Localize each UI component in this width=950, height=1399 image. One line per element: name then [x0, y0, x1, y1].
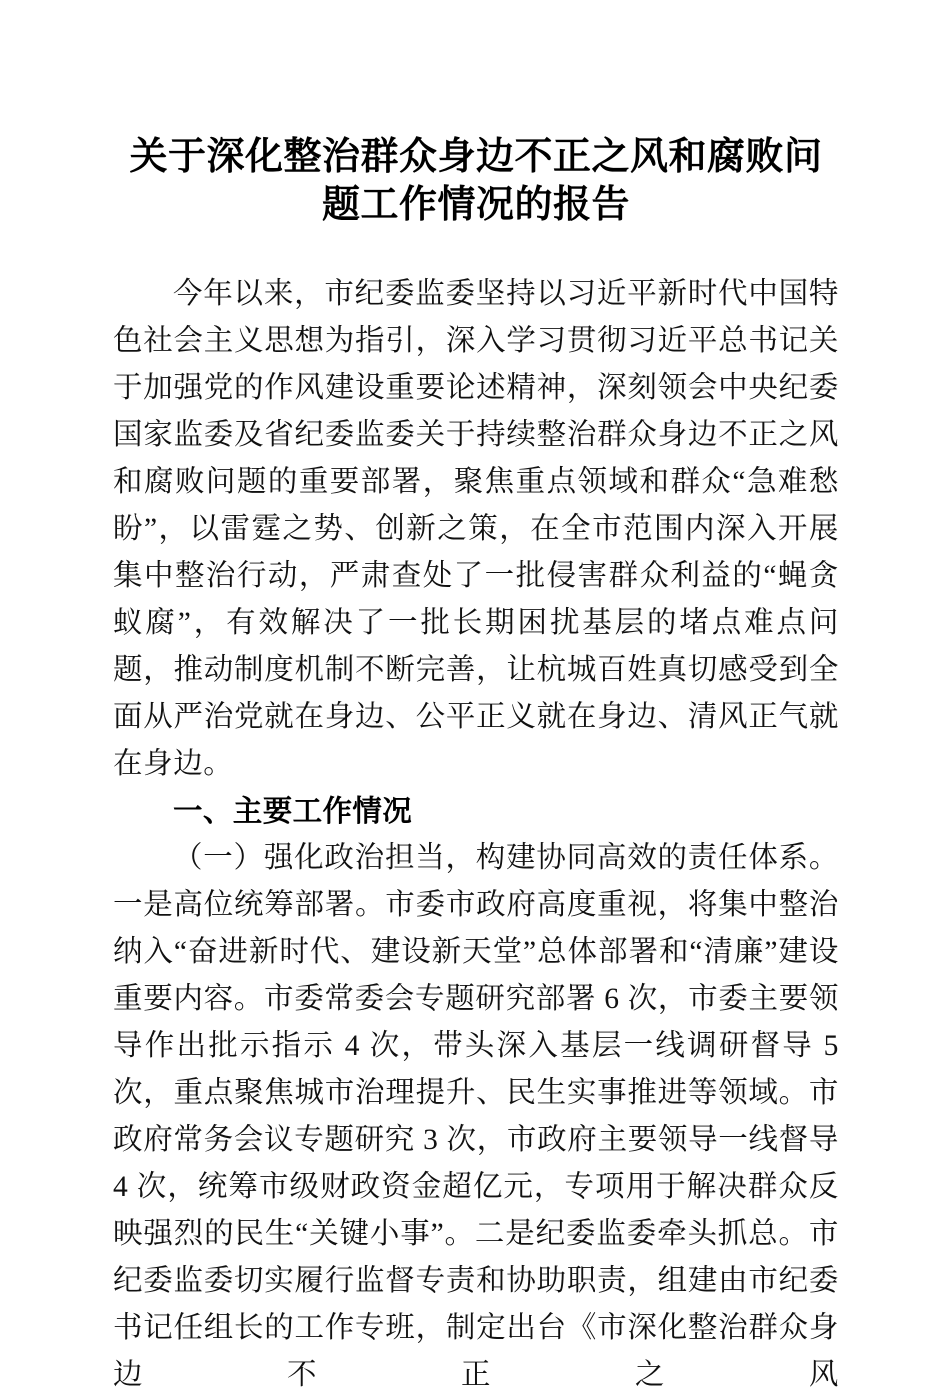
document-body — [113, 229, 839, 1399]
page-content — [113, 0, 839, 1399]
page-title: 关于深化整治群众身边不正之风和腐败问题工作情况的报告 — [129, 136, 823, 226]
section-one-paragraph: （一）强化政治担当，构建协同高效的责任体系。一是高位统筹部署。市委市政府高度重视，将集中整治纳入“奋进新时代、建设新天堂”总体部署和“清廉”建设重要内容。市委常委会专题研究部署 6 次，市委主要领导作出批示指示 4 次，带头深入基层一线调研督导 5 次，重点聚焦城市治理提升、民生实事推进等领域。市政府常务会议专题研究 3 次，市政府主要领导一线督导 4 次，统筹市级财政资金超亿元，专项用于解决群众反映强烈的民生“关键小事”。二是纪委监委牵头抓总。市纪委监委切实履行监督专责和协助职责，组建由市纪委书记任组长的工作专班，制定出台《市深化整治群众身边不正之风 — [113, 842, 839, 1391]
intro-paragraph: 今年以来，市纪委监委坚持以习近平新时代中国特色社会主义思想为指引，深入学习贯彻习近平总书记关于加强党的作风建设重要论述精神，深刻领会中央纪委国家监委及省纪委监委关于持续整治群众身边不正之风和腐败问题的重要部署，聚焦重点领域和群众“急难愁盼”，以雷霆之势、创新之策，在全市范围内深入开展集中整治行动，严肃查处了一批侵害群众利益的“蝇贪蚁腐”，有效解决了一批长期困扰基层的堵点难点问题，推动制度机制不断完善，让杭城百姓真切感受到全面从严治党就在身边、公平正义就在身边、清风正气就在身边。 — [113, 278, 839, 780]
section-heading-one: 一、主要工作情况 — [173, 795, 413, 828]
